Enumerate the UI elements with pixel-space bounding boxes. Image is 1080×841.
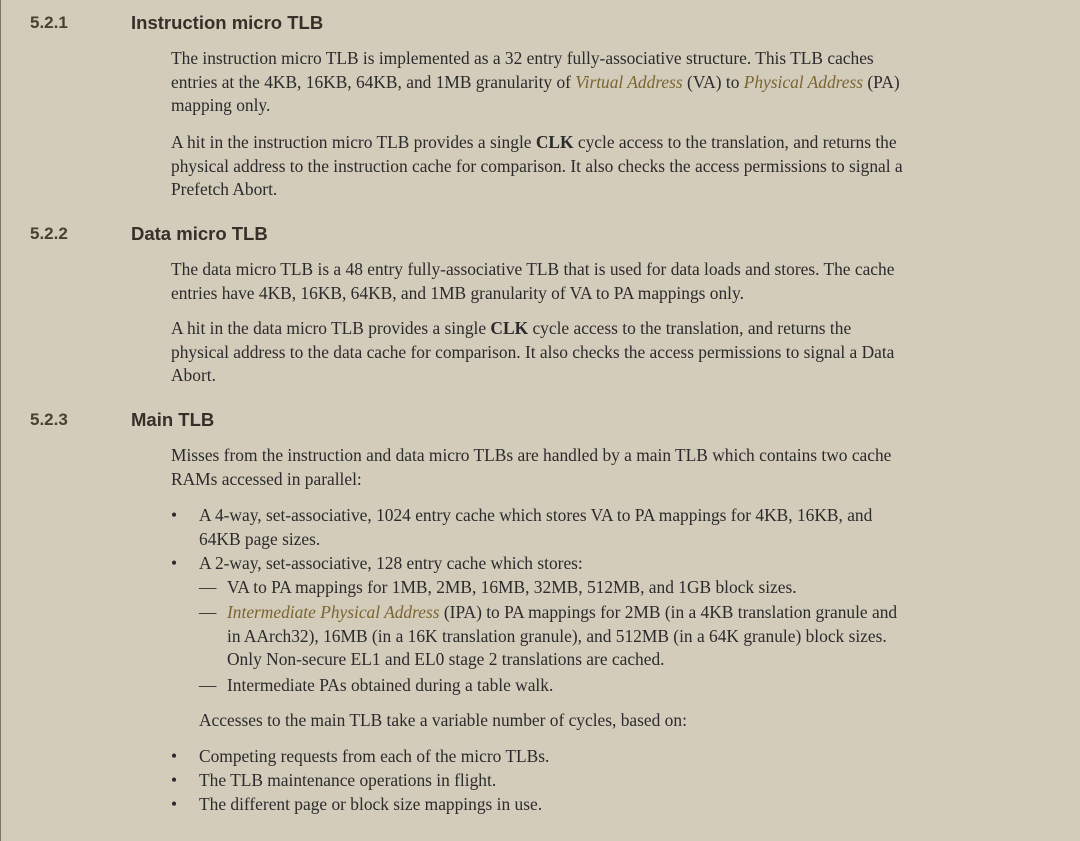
dash-icon: — <box>199 602 217 622</box>
text-line: Intermediate PAs obtained during a table walk. <box>227 675 554 695</box>
dash-icon: — <box>199 675 217 695</box>
paragraph <box>171 47 1031 118</box>
signal-name: CLK <box>535 132 574 152</box>
section-title: Main TLB <box>131 409 215 430</box>
text-line: VA to PA mappings for 1MB, 2MB, 16MB, 32MB, 512MB, and 1GB block sizes. <box>227 577 797 597</box>
text-line: The TLB maintenance operations in flight. <box>199 770 497 790</box>
text-line: The instruction micro TLB is implemented as a 32 entry fully-associative structure. This TLB caches <box>171 48 874 68</box>
paragraph <box>171 131 1031 202</box>
paragraph <box>171 444 1031 491</box>
text-line: entries have 4KB, 16KB, 64KB, and 1MB granularity of VA to PA mappings only. <box>171 282 744 303</box>
bullet-icon: • <box>171 746 178 766</box>
section-number: 5.2.1 <box>30 13 68 32</box>
text-line: in AArch32), 16MB (in a 16K translation granule), and 512MB (in a 64K granule) block sizes. <box>227 625 887 646</box>
text-line: entries at the 4KB, 16KB, 64KB, and 1MB granularity of Virtual Address (VA) to Physical Address (PA) <box>171 71 900 92</box>
text-line: The different page or block size mappings in use. <box>199 794 543 814</box>
section-title: Instruction micro TLB <box>131 12 324 33</box>
text-line: A 2-way, set-associative, 128 entry cache which stores: <box>199 553 583 573</box>
text-line: 64KB page sizes. <box>199 528 321 549</box>
signal-name: CLK <box>490 318 529 338</box>
text-line: Competing requests from each of the micro TLBs. <box>199 746 550 766</box>
section-number: 5.2.3 <box>30 410 68 429</box>
page-left-border <box>0 0 1 841</box>
text-line: Prefetch Abort. <box>171 179 278 199</box>
text-line: mapping only. <box>171 95 271 115</box>
bullet-icon: • <box>171 770 178 790</box>
bullet-icon: • <box>171 794 178 814</box>
text-line: A hit in the data micro TLB provides a single CLK cycle access to the translation, and returns the <box>171 318 852 338</box>
glossary-term: Virtual Address <box>575 71 683 92</box>
bullet-icon: • <box>171 505 178 525</box>
text-line: A 4-way, set-associative, 1024 entry cache which stores VA to PA mappings for 4KB, 16KB, and <box>199 505 873 525</box>
text-line: RAMs accessed in parallel: <box>171 468 362 489</box>
text-line: The data micro TLB is a 48 entry fully-associative TLB that is used for data loads and stores. The cache <box>171 259 895 279</box>
glossary-term: Intermediate Physical Address <box>227 602 440 622</box>
bullet-icon: • <box>171 553 178 573</box>
dash-icon: — <box>199 577 217 597</box>
glossary-term: Physical Address <box>743 71 864 92</box>
text-line: physical address to the data cache for comparison. It also checks the access permissions to signal a Data <box>171 341 895 362</box>
paragraph <box>171 258 1031 305</box>
text-line: Abort. <box>171 365 216 385</box>
section-number: 5.2.2 <box>30 224 68 243</box>
text-line: Intermediate Physical Address (IPA) to PA mappings for 2MB (in a 4KB translation granule and <box>227 602 898 622</box>
text-line: Misses from the instruction and data micro TLBs are handled by a main TLB which contains two cache <box>171 445 892 465</box>
text-line: physical address to the instruction cache for comparison. It also checks the access permissions to signal a <box>171 155 903 176</box>
text-line: A hit in the instruction micro TLB provides a single CLK cycle access to the translation, and returns the <box>171 132 897 152</box>
paragraph <box>171 317 1031 388</box>
paragraph: Accesses to the main TLB take a variable number of cycles, based on: <box>199 710 687 730</box>
section-title: Data micro TLB <box>131 223 268 244</box>
text-line: Only Non-secure EL1 and EL0 stage 2 translations are cached. <box>227 649 665 669</box>
